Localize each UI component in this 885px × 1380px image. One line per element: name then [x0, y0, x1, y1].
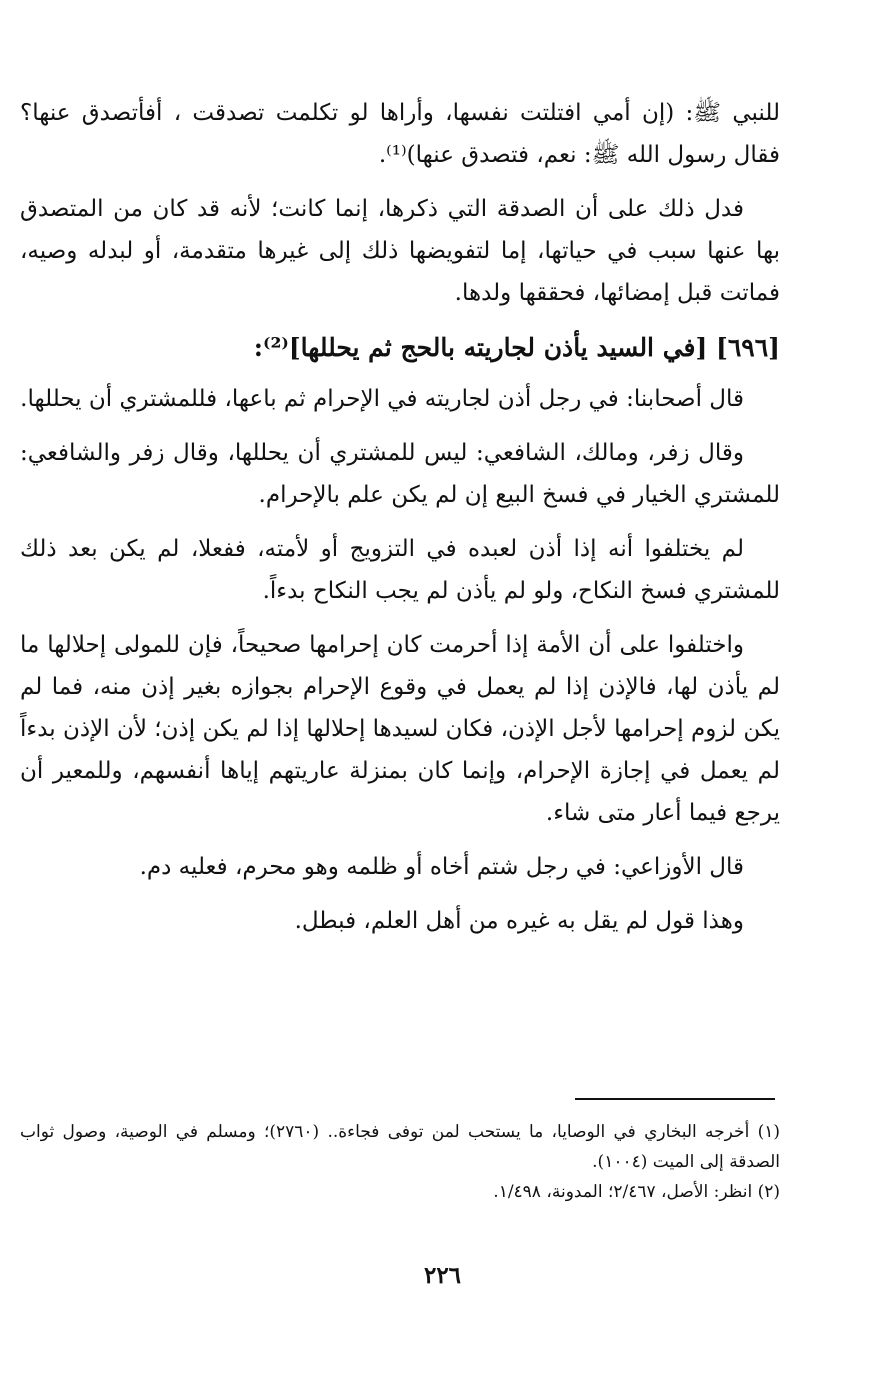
footnote-2: (٢) انظر: الأصل، ٢/٤٦٧؛ المدونة، ١/٤٩٨. [493, 1182, 780, 1202]
paragraph-conclusion: وهذا قول لم يقل به غيره من أهل العلم، فبطل. [294, 908, 744, 934]
main-text [20, 92, 780, 954]
paragraph-hadith: للنبي ﷺ: (إن أمي افتلتت نفسها، وأراها لو تكلمت تصدقت ، أفأتصدق عنها؟ فقال رسول الله ﷺ: نعم، فتصدق عنها)⁽¹⁾. [20, 100, 780, 168]
paragraph-hanafi-view: قال أصحابنا: في رجل أذن لجاريته في الإحرام ثم باعها، فللمشتري أن يحللها. [20, 386, 744, 412]
footnote-divider [575, 1098, 775, 1100]
paragraph-explanation: فدل ذلك على أن الصدقة التي ذكرها، إنما كانت؛ لأنه قد كان من المتصدق بها عنها سبب في حياتها، إما لتفويضها ذلك إلى غيرها متقدمة، أو لبدله وصيه، فماتت قبل إمضائها، فحققها ولدها. [20, 196, 780, 306]
paragraph-marriage: لم يختلفوا أنه إذا أذن لعبده في التزويج أو لأمته، ففعلا، لم يكن بعد ذلك للمشتري فسخ النكاح، ولو لم يأذن لم يجب النكاح بدءاً. [20, 536, 780, 604]
paragraph-awzai: قال الأوزاعي: في رجل شتم أخاه أو ظلمه وهو محرم، فعليه دم. [139, 854, 744, 880]
paragraph-zufar-view: وقال زفر، ومالك، الشافعي: ليس للمشتري أن يحللها، وقال زفر والشافعي: للمشتري الخيار في فسخ البيع إن لم يكن علم بالإحرام. [20, 440, 780, 508]
footnotes [20, 1117, 780, 1207]
page-number: ٢٢٦ [423, 1262, 462, 1289]
footnote-1: (١) أخرجه البخاري في الوصايا، ما يستحب لمن توفى فجاءة.. (٢٧٦٠)؛ ومسلم في الوصية، وصول ثواب الصدقة إلى الميت (١٠٠٤). [20, 1122, 780, 1172]
section-heading: [٦٩٦] [في السيد يأذن لجاريته بالحج ثم يحللها]⁽²⁾: [253, 333, 780, 362]
paragraph-ihram: واختلفوا على أن الأمة إذا أحرمت كان إحرامها صحيحاً، فإن للمولى إحلالها ما لم يأذن لها، فالإذن إذا لم يعمل في وقوع الإحرام بجوازه بغير إذن منه، فما لم يكن لزوم إحرامها لأجل الإذن، فكان لسيدها إحلالها إذا لم يكن إذن؛ لأن الإذن بدءاً لم يعمل في إجازة الإحرام، وإنما كان بمنزلة عاريتهم إياها أنفسهم، وللمعير أن يرجع فيما أعار متى شاء. [20, 632, 780, 826]
